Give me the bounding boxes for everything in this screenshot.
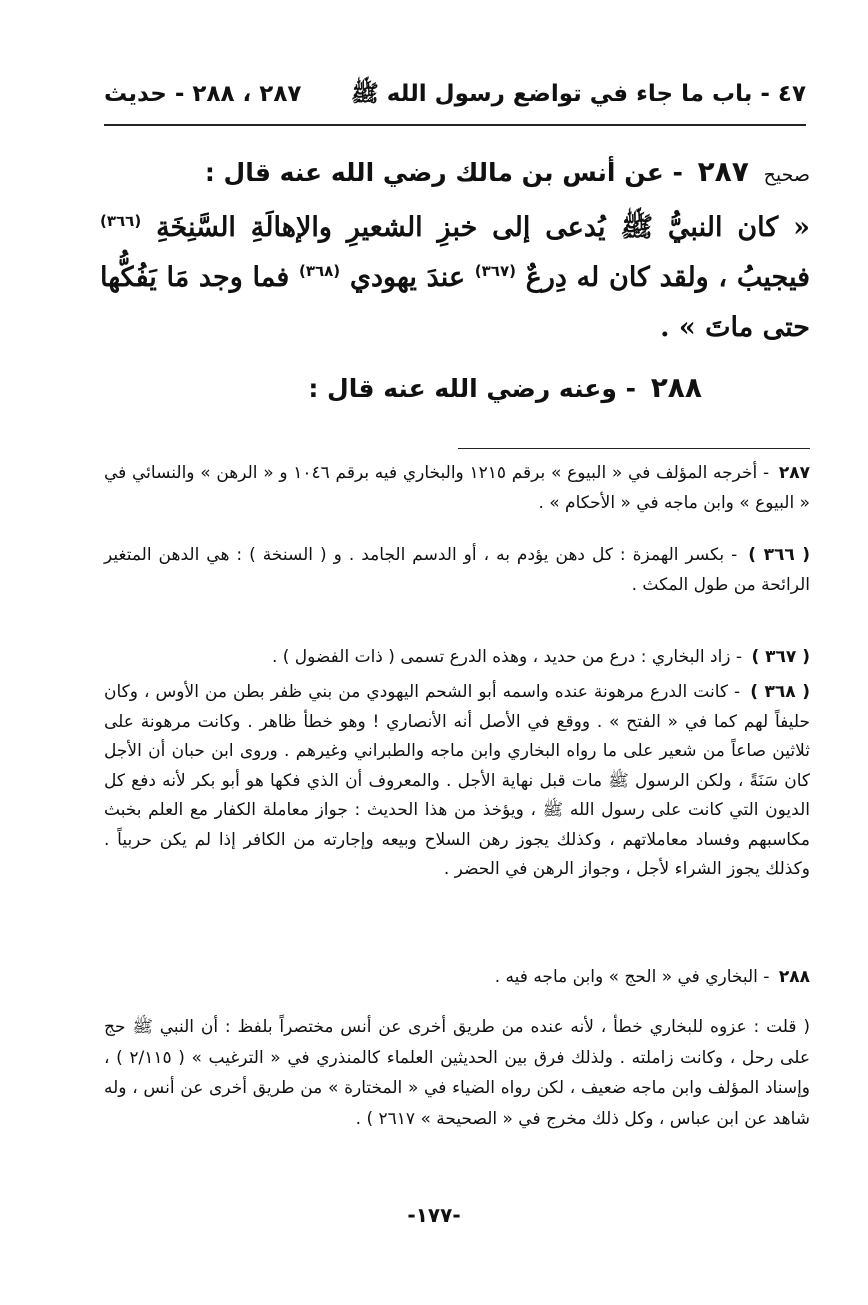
footnote-288 (104, 962, 810, 992)
hadith-range: ٢٨٧ ، ٢٨٨ - حديث (104, 81, 302, 107)
page-number: -١٧٧- (407, 1203, 461, 1227)
hadith-287-text (100, 203, 810, 353)
narration-intro: - وعنه رضي الله عنه قال : (308, 374, 636, 403)
footnote-reference: (٣٦٦) (100, 212, 142, 230)
footnote-368 (104, 678, 810, 885)
footnote-text: - زاد البخاري : درع من حديد ، وهذه الدرع تسمى ( ذات الفضول ) . (271, 647, 743, 667)
running-header (104, 74, 806, 114)
footnote-367 (104, 642, 810, 672)
footnote-text: ( قلت : عزوه للبخاري خطأ ، لأنه عنده من طريق أخرى عن أنس مختصراً بلفظ : أن النبي ﷺ حج على رحل ، وكانت زاملته . ولذلك فرق بين الحديثين العلماء كالمنذري في « الترغيب » ( ٢/١١٥ ) ، وإسناد المؤلف وابن ماجه ضعيف ، لكن رواه الضياء في « المختارة » من طريق أخرى عن أنس ، وله شاهد عن ابن عباس ، وكل ذلك مخرج في « الصحيحة » ٢٦١٧ ) . (104, 1017, 810, 1129)
hadith-text-part: عندَ يهودي (349, 262, 466, 293)
footnote-reference: (٣٦٨) (298, 262, 341, 280)
footnote-number: ٢٨٧ (778, 463, 810, 483)
header-rule (104, 124, 806, 126)
footnote-text: - البخاري في « الحج » وابن ماجه فيه . (494, 967, 770, 987)
footnote-366 (104, 540, 810, 600)
hadith-text-part: « كان النبيُّ ﷺ يُدعى إلى خبزِ الشعيرِ والإهالَةِ السَّنِخَةِ (156, 212, 810, 243)
footnote-number: ( ٣٦٨ ) (750, 682, 810, 702)
hadith-288-heading (100, 366, 810, 411)
footnote-text: - كانت الدرع مرهونة عنده واسمه أبو الشحم اليهودي من بني ظفر بطن من الأوس ، وكان حليفاً لهم كما في « الفتح » . ووقع في الأصل أنه الأنصاري ! وهو خطأ ظاهر . وكانت مرهونة على ثلاثين صاعاً من شعير على ما رواه البخاري وابن ماجه والطبراني وغيرهم . وروى ابن حبان أن الأجل كان سَنَةً ، ولكن الرسول ﷺ مات قبل نهاية الأجل . والمعروف أن الذي فكها هو أبو بكر لأنه دفع كل الديون التي كانت على رسول الله ﷺ ، ويؤخذ من هذا الحديث : جواز معاملة الكفار مع العلم بخبث مكاسبهم وفساد معاملاتهم ، وكذلك يجوز رهن السلاح وبيعه وإجارته من الكافر إذا لم يكن حربياً . وكذلك يجوز الشراء لأجل ، وجواز الرهن في الحضر . (104, 682, 810, 879)
footnote-number: ( ٣٦٦ ) (748, 545, 810, 565)
footnote-number: ٢٨٨ (778, 967, 810, 987)
hadith-number: ٢٨٧ (697, 155, 749, 188)
footnote-287 (104, 458, 810, 518)
hadith-text-part: فيجيبُ ، ولقد كان له دِرعٌ (525, 262, 810, 293)
chapter-title: ٤٧ - باب ما جاء في تواضع رسول الله ﷺ (350, 81, 806, 107)
editor-note-288 (104, 1012, 810, 1134)
footnote-separator (458, 448, 810, 449)
hadith-text-part: فما وجد مَا يَفُكُّها حتى ماتَ » . (100, 262, 810, 343)
hadith-grade: صحيح (763, 164, 810, 186)
footnote-text: - أخرجه المؤلف في « البيوع » برقم ١٢١٥ والبخاري فيه برقم ١٠٤٦ و « الرهن » والنسائي في « البيوع » وابن ماجه في « الأحكام » . (104, 463, 810, 513)
hadith-287-heading (100, 150, 810, 197)
hadith-number: ٢٨٨ (650, 371, 702, 404)
footnote-text: - بكسر الهمزة : كل دهن يؤدم به ، أو الدسم الجامد . و ( السنخة ) : هي الدهن المتغير الرائحة من طول المكث . (104, 545, 810, 595)
narration-intro: - عن أنس بن مالك رضي الله عنه قال : (204, 158, 683, 187)
footnote-number: ( ٣٦٧ ) (751, 647, 810, 667)
footnote-reference: (٣٦٧) (474, 262, 516, 280)
